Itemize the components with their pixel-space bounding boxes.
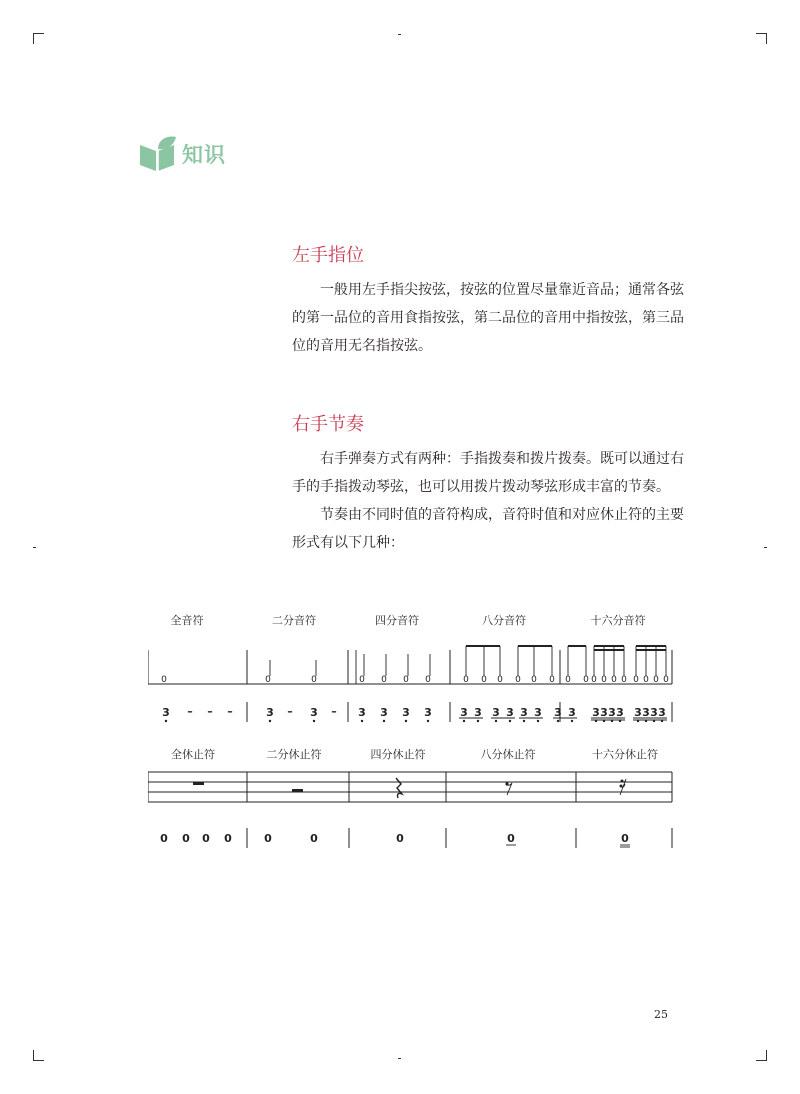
rest-label: 二分休止符 <box>266 748 322 761</box>
lower-octave-dot <box>463 720 465 722</box>
section-right-hand <box>292 413 684 557</box>
lower-octave-dot <box>313 720 315 722</box>
lower-octave-dot <box>537 720 539 722</box>
rest-digits <box>160 832 630 847</box>
tab-digit: 0 <box>381 675 387 685</box>
crop-mark-bottom-right <box>756 1050 767 1061</box>
section-left-hand <box>292 244 684 360</box>
lower-octave-dot <box>477 720 479 722</box>
tab-digit: 0 <box>515 675 521 685</box>
tab-digit: 0 <box>653 675 659 685</box>
registration-tick <box>398 1058 401 1059</box>
numbered-digits <box>162 705 667 722</box>
numbered-note: 3 <box>616 706 624 719</box>
rest-digit: 0 <box>310 832 318 845</box>
rest-staff <box>148 772 672 802</box>
tab-digit: 0 <box>359 675 365 685</box>
tab-digit: 0 <box>621 675 627 685</box>
tab-digit: 0 <box>633 675 639 685</box>
tab-digit: 0 <box>565 675 571 685</box>
tab-digit: 0 <box>265 675 271 685</box>
lower-octave-dot <box>509 720 511 722</box>
numbered-note: 3 <box>534 706 542 719</box>
numbered-note: 3 <box>460 706 468 719</box>
numbered-note: 3 <box>474 706 482 719</box>
numbered-note: 3 <box>310 706 318 719</box>
rest-digit: 0 <box>507 832 515 845</box>
rest-label: 十六分休止符 <box>592 748 658 761</box>
tab-digit: 0 <box>463 675 469 685</box>
lower-octave-dot <box>523 720 525 722</box>
tab-digit: 0 <box>583 675 589 685</box>
rest-digit: 0 <box>621 832 629 845</box>
note-label: 四分音符 <box>375 614 419 627</box>
note-values-table <box>148 612 674 719</box>
duration-dash: – <box>207 705 213 718</box>
note-type-labels <box>148 612 674 630</box>
numbered-note: 3 <box>162 706 170 719</box>
note-label: 八分音符 <box>482 614 526 627</box>
rest-digit: 0 <box>264 832 272 845</box>
rest-digit: 0 <box>202 832 210 845</box>
eighth-rest-symbol <box>505 782 512 795</box>
rest-digit: 0 <box>396 832 404 845</box>
duration-dash: – <box>331 705 337 718</box>
tab-digit: 0 <box>663 675 669 685</box>
numbered-note: 3 <box>658 706 666 719</box>
duration-dash: – <box>287 705 293 718</box>
quarter-rest-symbol <box>396 778 402 798</box>
note-label: 二分音符 <box>272 614 316 627</box>
tab-digit: 0 <box>425 675 431 685</box>
lower-octave-dot <box>165 720 167 722</box>
registration-tick <box>33 547 36 548</box>
numbered-note: 3 <box>608 706 616 719</box>
numbered-note: 3 <box>380 706 388 719</box>
lower-octave-dot <box>427 720 429 722</box>
lower-octave-dot <box>495 720 497 722</box>
note-label: 全音符 <box>170 614 204 627</box>
lower-octave-dot <box>383 720 385 722</box>
numbered-note: 3 <box>600 706 608 719</box>
rest-values-table <box>148 746 674 845</box>
rest-type-labels <box>148 746 674 764</box>
numbered-note: 3 <box>554 706 562 719</box>
lower-octave-dot <box>405 720 407 722</box>
numbered-note: 3 <box>492 706 500 719</box>
tab-digit: 0 <box>611 675 617 685</box>
numbered-note: 3 <box>642 706 650 719</box>
sixteenth-rest-symbol <box>620 779 627 795</box>
tab-digit: 0 <box>311 675 317 685</box>
rest-digit: 0 <box>224 832 232 845</box>
tab-digit: 0 <box>591 675 597 685</box>
tab-digit: 0 <box>497 675 503 685</box>
registration-tick <box>398 34 401 35</box>
numbered-note: 3 <box>650 706 658 719</box>
note-label: 十六分音符 <box>590 614 646 627</box>
lower-octave-dot <box>557 720 559 722</box>
tab-digit: 0 <box>531 675 537 685</box>
section-brand <box>138 135 226 173</box>
numbered-note: 3 <box>592 706 600 719</box>
open-book-leaf-icon <box>138 135 178 173</box>
numbered-note: 3 <box>424 706 432 719</box>
crop-mark-top-right <box>756 33 767 44</box>
numbered-note: 3 <box>266 706 274 719</box>
tab-digit: 0 <box>601 675 607 685</box>
tab-digit: 0 <box>403 675 409 685</box>
lower-octave-dot <box>269 720 271 722</box>
rest-label: 八分休止符 <box>480 748 536 761</box>
crop-mark-top-left <box>33 33 44 44</box>
lower-octave-dot <box>571 720 573 722</box>
note-notation <box>148 630 674 730</box>
rest-label: 全休止符 <box>171 748 215 761</box>
numbered-note: 3 <box>402 706 410 719</box>
tab-digit: 0 <box>161 675 167 685</box>
numbered-note: 3 <box>358 706 366 719</box>
section-heading: 右手节奏 <box>292 414 364 435</box>
rest-symbols <box>193 778 626 798</box>
numbered-note: 3 <box>634 706 642 719</box>
numbered-note: 3 <box>506 706 514 719</box>
section-paragraph: 一般用左手指尖按弦，按弦的位置尽量靠近音品；通常各弦的第一品位的音用食指按弦，第二品位的音用中指按弦，第三品位的音用无名指按弦。 <box>292 282 684 354</box>
crop-mark-bottom-left <box>33 1050 44 1061</box>
rest-notation <box>148 764 674 868</box>
section-paragraph: 节奏由不同时值的音符构成，音符时值和对应休止符的主要形式有以下几种： <box>292 507 684 551</box>
duration-dash: – <box>187 705 193 718</box>
rest-digit: 0 <box>160 832 168 845</box>
numbered-note: 3 <box>568 706 576 719</box>
half-rest-symbol <box>292 789 303 792</box>
tab-digit: 0 <box>549 675 555 685</box>
whole-rest-symbol <box>193 782 204 785</box>
duration-dash: – <box>227 705 233 718</box>
numbered-note: 3 <box>520 706 528 719</box>
rest-label: 四分休止符 <box>370 748 426 761</box>
section-paragraph: 右手弹奏方式有两种：手指拨奏和拨片拨奏。既可以通过右手的手指拨动琴弦，也可以用拨片拨动琴弦形成丰富的节奏。 <box>292 451 684 495</box>
page-number: 25 <box>654 1008 668 1021</box>
tab-digit: 0 <box>481 675 487 685</box>
registration-tick <box>764 547 767 548</box>
section-heading: 左手指位 <box>292 245 364 266</box>
brand-label: 知识 <box>182 143 226 167</box>
lower-octave-dot <box>361 720 363 722</box>
rest-digit: 0 <box>182 832 190 845</box>
tab-digit: 0 <box>643 675 649 685</box>
